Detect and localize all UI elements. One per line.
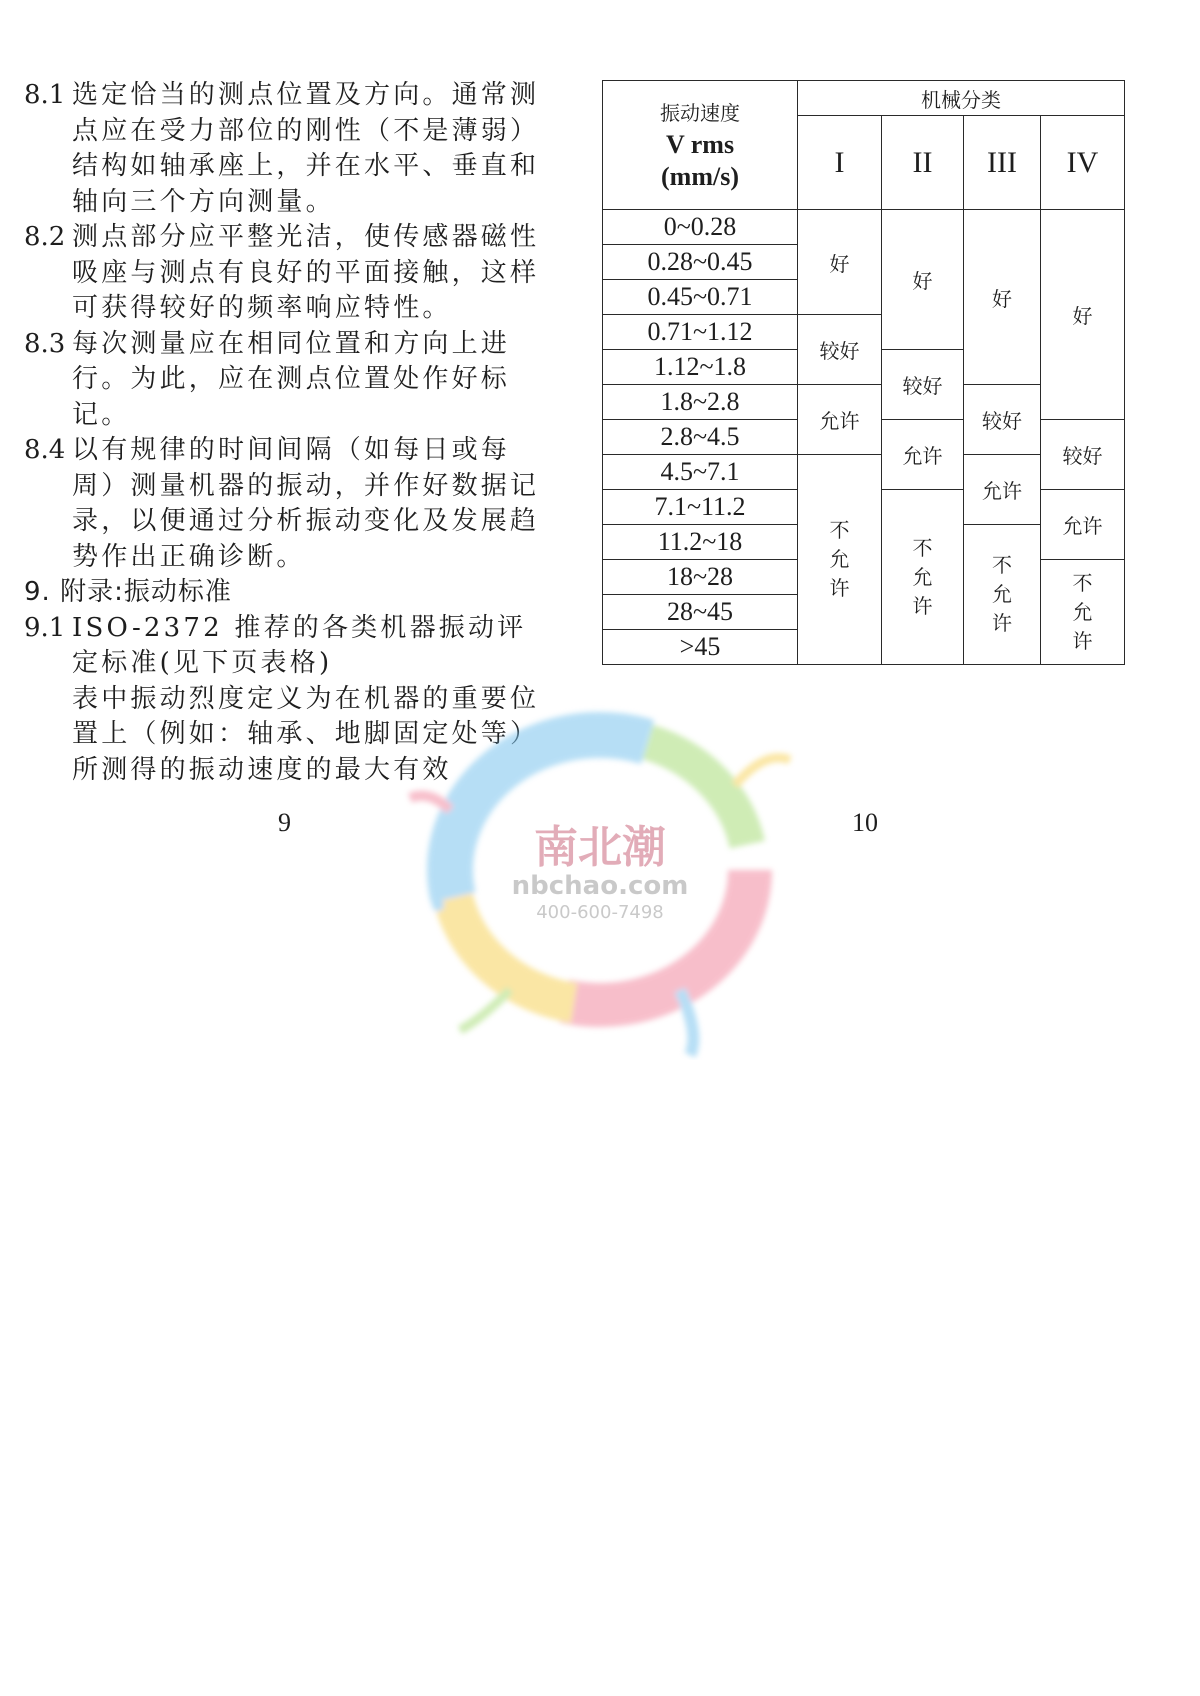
- class-iii-not-allowed: [964, 525, 1041, 665]
- not-allowed-char: 不: [912, 535, 933, 560]
- header-speed-label: 振动速度: [660, 101, 740, 125]
- class-i-good: 好: [798, 210, 882, 315]
- paragraph-number: 8.2: [24, 222, 66, 252]
- not-allowed-char: 允: [1072, 599, 1093, 624]
- class-iv-fair: 较好: [1041, 420, 1125, 490]
- vibration-standard-table: [602, 80, 1125, 665]
- paragraph-number: 8.4: [24, 435, 66, 465]
- paragraph-text: 以有规律的时间间隔（如每日或每周）测量机器的振动，并作好数据记录，以便通过分析振动变化及发展趋势作出正确诊断。: [72, 435, 540, 572]
- header-machine-class: 机械分类: [798, 81, 1125, 116]
- header-speed-unit: (mm/s): [661, 162, 739, 191]
- page-number-left: 9: [278, 808, 291, 837]
- not-allowed-char: 许: [912, 593, 933, 618]
- paragraph-number: 9.1: [24, 612, 66, 643]
- paragraph-text: 选定恰当的测点位置及方向。通常测点应在受力部位的刚性（不是薄弱）结构如轴承座上，并在水平、垂直和轴向三个方向测量。: [72, 80, 540, 217]
- paragraph-8-4: [24, 433, 554, 575]
- page-number-right: 10: [852, 808, 878, 837]
- range-cell: 4.5~7.1: [603, 455, 798, 490]
- class-ii-good: 好: [882, 210, 964, 350]
- range-cell: 0.45~0.71: [603, 280, 798, 315]
- header-speed-unit-name: V rms: [665, 130, 735, 159]
- paragraph-text: 测点部分应平整光洁，使传感器磁性吸座与测点有良好的平面接触，这样可获得较好的频率响应特性。: [72, 222, 540, 323]
- not-allowed-char: 允: [912, 564, 933, 589]
- not-allowed-char: 允: [992, 582, 1012, 606]
- watermark-text: [512, 822, 689, 923]
- watermark-brand: 南北潮: [534, 822, 666, 873]
- paragraph-text: 每次测量应在相同位置和方向上进行。为此，应在测点位置处作好标记。: [72, 328, 511, 430]
- not-allowed-char: 许: [1072, 628, 1093, 653]
- watermark-site: nbchao.com: [511, 871, 689, 901]
- class-iii-fair: 较好: [964, 385, 1041, 455]
- paragraph-number: 8.1: [24, 80, 66, 110]
- class-ii-not-allowed: [882, 490, 964, 665]
- class-header-iv: IV: [1041, 116, 1125, 210]
- class-header-i: I: [798, 116, 882, 210]
- not-allowed-char: 允: [829, 547, 850, 571]
- class-ii-allow: 允许: [882, 420, 964, 490]
- watermark-phone: 400-600-7498: [536, 902, 664, 923]
- not-allowed-char: 许: [829, 576, 850, 600]
- paragraph-8-3: [24, 327, 554, 434]
- section-heading-9: 9. 附录:振动标准: [24, 577, 232, 607]
- not-allowed-char: 不: [1072, 570, 1093, 595]
- class-iv-allow: 允许: [1041, 490, 1125, 560]
- paragraph-text: ISO-2372 推荐的各类机器振动评定标准(见下页表格): [72, 612, 527, 678]
- class-i-allow: 允许: [798, 385, 882, 455]
- class-iv-not-allowed: [1041, 560, 1125, 665]
- class-i-fair: 较好: [798, 315, 882, 385]
- range-cell: 0.71~1.12: [603, 315, 798, 350]
- class-i-not-allowed: [798, 455, 882, 665]
- paragraph-8-1: [24, 78, 554, 220]
- class-ii-fair: 较好: [882, 350, 964, 420]
- range-cell: 11.2~18: [603, 525, 798, 560]
- not-allowed-char: 不: [829, 518, 850, 542]
- paragraph-number: 8.3: [24, 328, 66, 359]
- range-cell: 1.12~1.8: [603, 350, 798, 385]
- class-iii-allow: 允许: [964, 455, 1041, 525]
- range-cell: 18~28: [603, 560, 798, 595]
- paragraph-9-1: [24, 611, 554, 682]
- range-cell: 28~45: [603, 595, 798, 630]
- header-vibration-speed: [603, 81, 798, 210]
- range-cell: 0~0.28: [603, 210, 798, 245]
- range-cell: >45: [603, 630, 798, 665]
- not-allowed-char: 许: [992, 611, 1012, 635]
- range-cell: 2.8~4.5: [603, 420, 798, 455]
- class-iv-good: 好: [1041, 210, 1125, 420]
- range-cell: 1.8~2.8: [603, 385, 798, 420]
- class-header-iii: III: [964, 116, 1041, 210]
- range-cell: 7.1~11.2: [603, 490, 798, 525]
- paragraph-9-1-continued: 表中振动烈度定义为在机器的重要位置上（例如：轴承、地脚固定处等）所测得的振动速度的最大有效: [72, 683, 540, 785]
- class-iii-good: 好: [964, 210, 1041, 385]
- left-column: [24, 78, 554, 788]
- class-header-ii: II: [882, 116, 964, 210]
- not-allowed-char: 不: [992, 553, 1012, 577]
- paragraph-8-2: [24, 220, 554, 327]
- range-cell: 0.28~0.45: [603, 245, 798, 280]
